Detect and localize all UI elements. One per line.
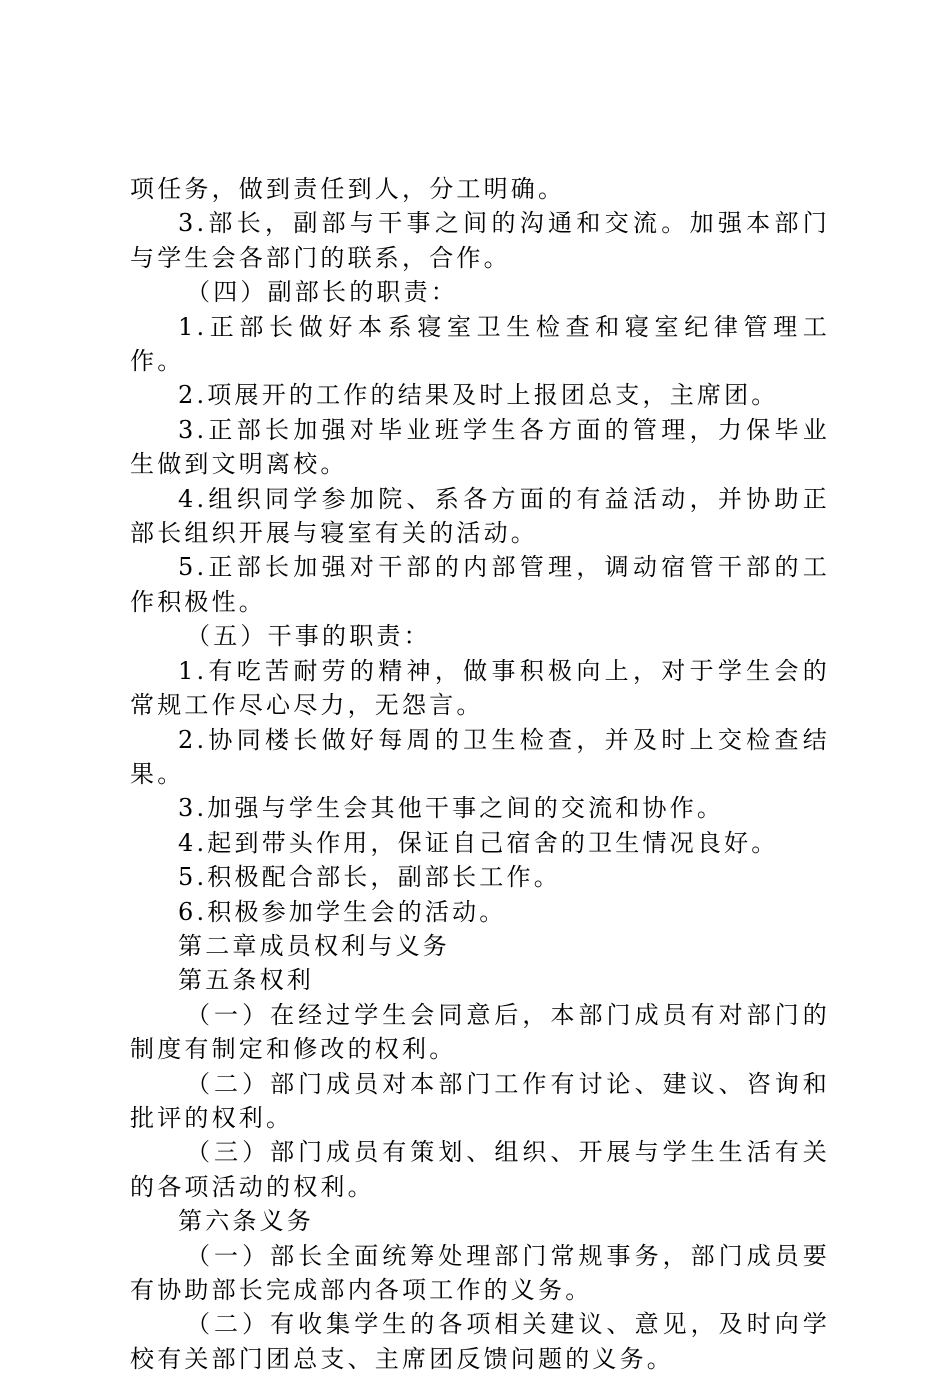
paragraph: 4.组织同学参加院、系各方面的有益活动，并协助正部长组织开展与寝室有关的活动。 bbox=[130, 484, 830, 548]
paragraph: 项任务，做到责任到人，分工明确。 bbox=[130, 175, 566, 203]
paragraph: （三）部门成员有策划、组织、开展与学生生活有关的各项活动的权利。 bbox=[130, 1138, 830, 1201]
paragraph: 第二章成员权利与义务 bbox=[178, 931, 450, 960]
paragraph: 3.正部长加强对毕业班学生各方面的管理，力保毕业生做到文明离校。 bbox=[130, 415, 830, 479]
document-body bbox=[130, 172, 830, 1376]
paragraph: 3.部长，副部与干事之间的沟通和交流。加强本部门与学生会各部门的联系，合作。 bbox=[130, 209, 830, 272]
paragraph: 1.有吃苦耐劳的精神，做事积极向上，对于学生会的常规工作尽心尽力，无怨言。 bbox=[130, 656, 830, 720]
paragraph: 1.正部长做好本系寝室卫生检查和寝室纪律管理工作。 bbox=[130, 312, 830, 376]
paragraph: 5.正部长加强对干部的内部管理，调动宿管干部的工作积极性。 bbox=[130, 553, 830, 616]
paragraph: 2.项展开的工作的结果及时上报团总支，主席团。 bbox=[178, 381, 779, 410]
paragraph: 2.协同楼长做好每周的卫生检查，并及时上交检查结果。 bbox=[130, 725, 830, 788]
paragraph: 5.积极配合部长，副部长工作。 bbox=[178, 863, 561, 892]
paragraph: （四）副部长的职责： bbox=[186, 278, 458, 307]
paragraph: （一）部长全面统筹处理部门常规事务，部门成员要有协助部长完成部内各项工作的义务。 bbox=[130, 1241, 830, 1304]
paragraph: 第五条权利 bbox=[178, 966, 314, 995]
paragraph: 6.积极参加学生会的活动。 bbox=[178, 897, 507, 926]
paragraph: 第六条义务 bbox=[178, 1207, 314, 1236]
paragraph: （一）在经过学生会同意后，本部门成员有对部门的制度有制定和修改的权利。 bbox=[130, 1000, 830, 1064]
paragraph: 3.加强与学生会其他干事之间的交流和协作。 bbox=[178, 794, 725, 823]
paragraph: （五）干事的职责： bbox=[186, 622, 431, 651]
paragraph: 4.起到带头作用，保证自己宿舍的卫生情况良好。 bbox=[178, 828, 779, 857]
paragraph: （二）有收集学生的各项相关建议、意见，及时向学校有关部门团总支、主席团反馈问题的义务。 bbox=[130, 1310, 830, 1373]
paragraph: （二）部门成员对本部门工作有讨论、建议、咨询和批评的权利。 bbox=[130, 1069, 830, 1132]
